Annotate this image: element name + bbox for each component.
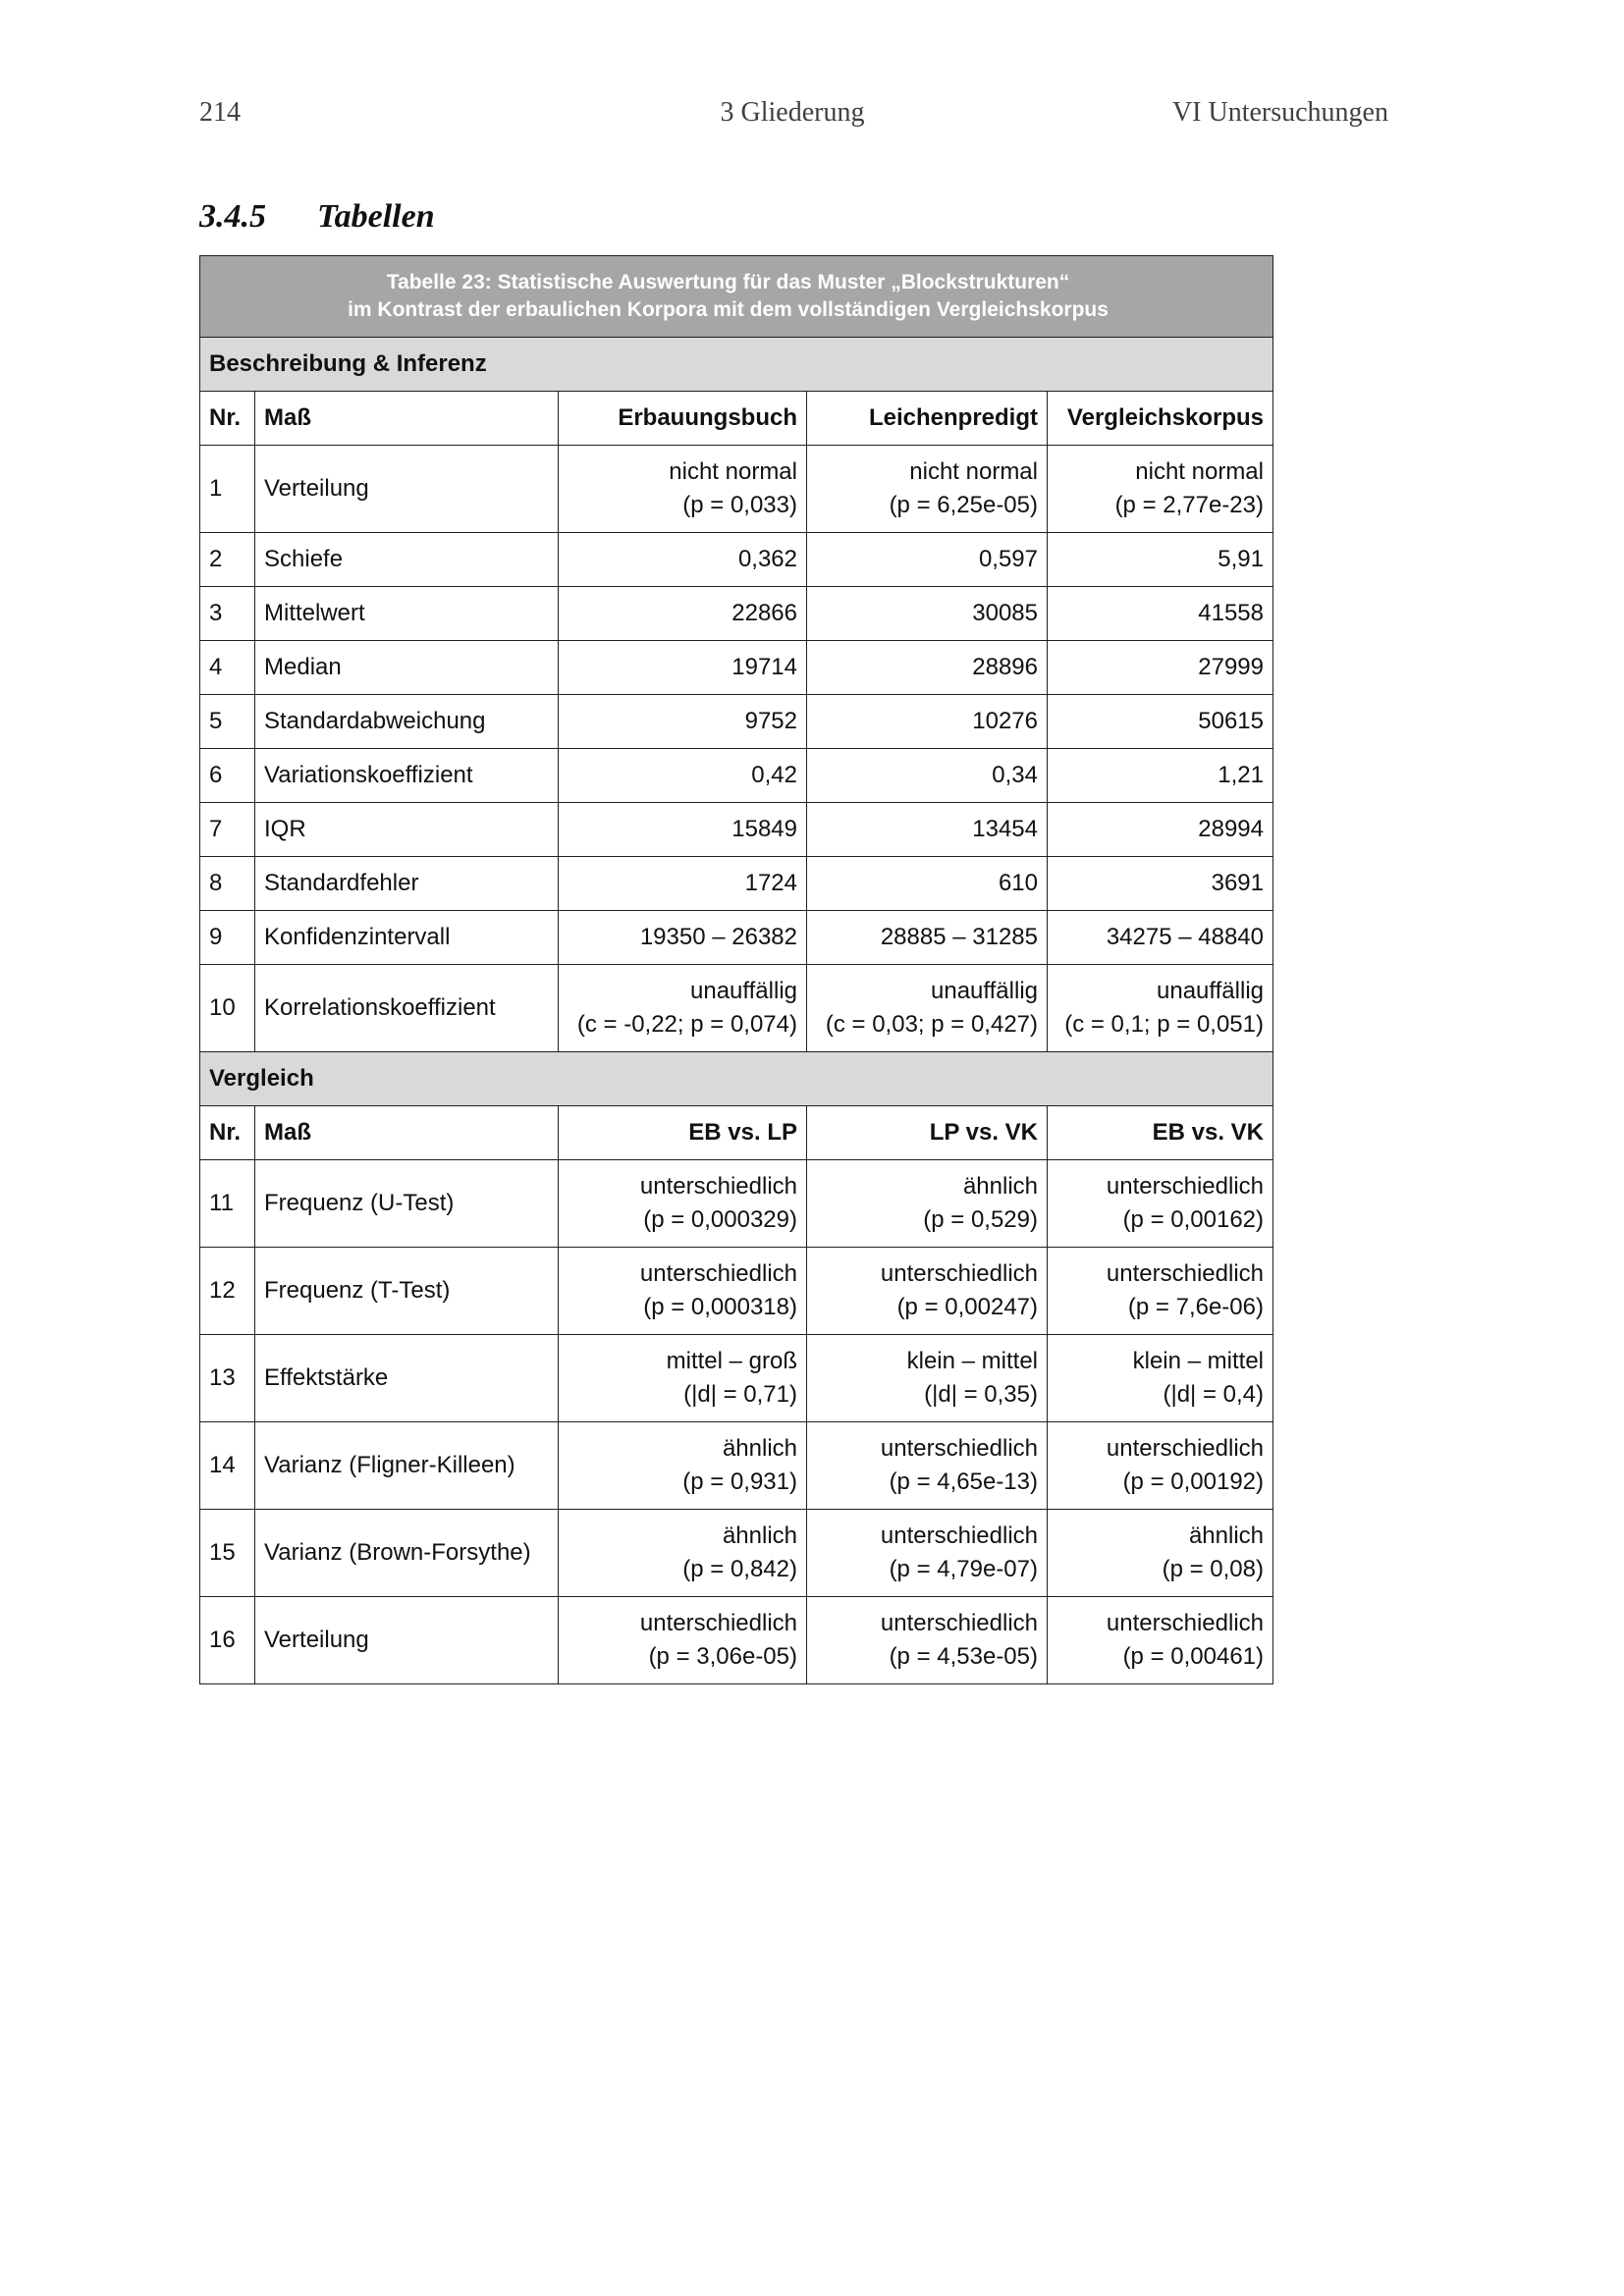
cell-eb-vs-vk <box>1048 1160 1273 1248</box>
value-line: ähnlich <box>722 1522 797 1549</box>
cell-nr: 16 <box>200 1597 255 1684</box>
value-line: ähnlich <box>962 1173 1038 1200</box>
value-line: (p = 7,6e-06) <box>1127 1294 1264 1320</box>
header-vergleichskorpus: Vergleichskorpus <box>1048 392 1273 446</box>
table-row <box>200 749 1273 803</box>
caption-line-2: im Kontrast der erbaulichen Korpora mit dem vollständigen Vergleichskorpus <box>348 298 1109 321</box>
cell-measure: Frequenz (T-Test) <box>255 1248 559 1335</box>
value-line: (p = 0,000318) <box>643 1294 797 1320</box>
table-row <box>200 533 1273 587</box>
header-nr: Nr. <box>200 1106 255 1160</box>
cell-nr: 10 <box>200 965 255 1052</box>
value-line: unterschiedlich <box>639 1173 797 1200</box>
cell-measure: Verteilung <box>255 446 559 533</box>
cell-lp-vs-vk <box>807 1335 1048 1422</box>
table-row <box>200 1248 1273 1335</box>
table-caption-row <box>200 256 1273 338</box>
table-row <box>200 587 1273 641</box>
cell-nr: 15 <box>200 1510 255 1597</box>
value-line: (p = 0,00192) <box>1122 1468 1264 1495</box>
cell-vergleichskorpus <box>1048 446 1273 533</box>
section-title-cell: Beschreibung & Inferenz <box>200 338 1273 392</box>
section-row-comparison <box>200 1052 1273 1106</box>
header-row <box>200 1106 1273 1160</box>
cell-erbauungsbuch: 1724 <box>559 857 807 911</box>
header-leichenpredigt: Leichenpredigt <box>807 392 1048 446</box>
table-row <box>200 911 1273 965</box>
cell-erbauungsbuch: 22866 <box>559 587 807 641</box>
cell-erbauungsbuch <box>559 446 807 533</box>
value-line: unterschiedlich <box>639 1610 797 1636</box>
cell-vergleichskorpus: 28994 <box>1048 803 1273 857</box>
cell-measure: Konfidenzintervall <box>255 911 559 965</box>
table-row <box>200 803 1273 857</box>
cell-erbauungsbuch: 9752 <box>559 695 807 749</box>
table-row <box>200 1510 1273 1597</box>
value-line: (|d| = 0,71) <box>683 1381 797 1408</box>
value-line: (p = 0,00247) <box>896 1294 1038 1320</box>
cell-nr: 2 <box>200 533 255 587</box>
cell-nr: 9 <box>200 911 255 965</box>
value-line: unterschiedlich <box>880 1610 1038 1636</box>
table-row <box>200 1335 1273 1422</box>
table-caption <box>200 256 1273 338</box>
cell-erbauungsbuch: 15849 <box>559 803 807 857</box>
cell-nr: 1 <box>200 446 255 533</box>
cell-vergleichskorpus: 41558 <box>1048 587 1273 641</box>
cell-nr: 3 <box>200 587 255 641</box>
cell-measure: IQR <box>255 803 559 857</box>
value-line: (c = 0,03; p = 0,427) <box>825 1011 1038 1038</box>
cell-leichenpredigt: 30085 <box>807 587 1048 641</box>
cell-leichenpredigt: 28896 <box>807 641 1048 695</box>
header-measure: Maß <box>255 392 559 446</box>
caption-line-1: Tabelle 23: Statistische Auswertung für das Muster „Blockstrukturen“ <box>386 271 1070 294</box>
cell-erbauungsbuch <box>559 965 807 1052</box>
cell-eb-vs-lp <box>559 1160 807 1248</box>
cell-measure: Median <box>255 641 559 695</box>
value-line: nicht normal <box>669 458 797 485</box>
cell-vergleichskorpus: 1,21 <box>1048 749 1273 803</box>
value-line: ähnlich <box>722 1435 797 1462</box>
cell-nr: 12 <box>200 1248 255 1335</box>
running-head-chapter: 3 Gliederung <box>720 97 865 128</box>
cell-nr: 8 <box>200 857 255 911</box>
cell-eb-vs-vk <box>1048 1248 1273 1335</box>
cell-measure: Varianz (Fligner-Killeen) <box>255 1422 559 1510</box>
cell-eb-vs-lp <box>559 1597 807 1684</box>
cell-measure: Variationskoeffizient <box>255 749 559 803</box>
cell-eb-vs-lp <box>559 1335 807 1422</box>
value-line: unterschiedlich <box>1106 1435 1264 1462</box>
cell-nr: 11 <box>200 1160 255 1248</box>
table-row <box>200 1597 1273 1684</box>
value-line: (p = 0,08) <box>1162 1556 1264 1582</box>
value-line: ähnlich <box>1188 1522 1264 1549</box>
cell-leichenpredigt: 10276 <box>807 695 1048 749</box>
cell-vergleichskorpus: 3691 <box>1048 857 1273 911</box>
cell-leichenpredigt: 13454 <box>807 803 1048 857</box>
header-eb-vs-lp: EB vs. LP <box>559 1106 807 1160</box>
value-line: (p = 4,79e-07) <box>889 1556 1038 1582</box>
value-line: (c = 0,1; p = 0,051) <box>1064 1011 1264 1038</box>
cell-lp-vs-vk <box>807 1510 1048 1597</box>
cell-vergleichskorpus: 5,91 <box>1048 533 1273 587</box>
page-number: 214 <box>199 97 241 128</box>
table-row <box>200 1422 1273 1510</box>
cell-nr: 14 <box>200 1422 255 1510</box>
section-row-description <box>200 338 1273 392</box>
value-line: (p = 4,65e-13) <box>889 1468 1038 1495</box>
cell-erbauungsbuch: 19350 – 26382 <box>559 911 807 965</box>
value-line: (p = 0,00162) <box>1122 1206 1264 1233</box>
cell-nr: 5 <box>200 695 255 749</box>
value-line: mittel – groß <box>666 1348 797 1374</box>
cell-vergleichskorpus <box>1048 965 1273 1052</box>
value-line: unterschiedlich <box>880 1260 1038 1287</box>
value-line: (p = 0,00461) <box>1122 1643 1264 1670</box>
header-lp-vs-vk: LP vs. VK <box>807 1106 1048 1160</box>
value-line: unterschiedlich <box>639 1260 797 1287</box>
cell-eb-vs-vk <box>1048 1597 1273 1684</box>
cell-lp-vs-vk <box>807 1597 1048 1684</box>
header-erbauungsbuch: Erbauungsbuch <box>559 392 807 446</box>
cell-measure: Standardfehler <box>255 857 559 911</box>
cell-measure: Standardabweichung <box>255 695 559 749</box>
cell-eb-vs-lp <box>559 1422 807 1510</box>
header-row <box>200 392 1273 446</box>
value-line: nicht normal <box>909 458 1038 485</box>
value-line: (p = 0,529) <box>923 1206 1038 1233</box>
value-line: (p = 0,931) <box>682 1468 797 1495</box>
cell-lp-vs-vk <box>807 1422 1048 1510</box>
value-line: unauffällig <box>931 978 1038 1004</box>
table-row <box>200 446 1273 533</box>
cell-leichenpredigt: 28885 – 31285 <box>807 911 1048 965</box>
section-title: Tabellen <box>317 198 435 235</box>
cell-eb-vs-lp <box>559 1248 807 1335</box>
cell-leichenpredigt <box>807 965 1048 1052</box>
value-line: unauffällig <box>690 978 797 1004</box>
cell-leichenpredigt: 0,34 <box>807 749 1048 803</box>
cell-erbauungsbuch: 0,42 <box>559 749 807 803</box>
value-line: (p = 0,033) <box>682 492 797 518</box>
cell-leichenpredigt: 0,597 <box>807 533 1048 587</box>
table-row <box>200 641 1273 695</box>
value-line: (|d| = 0,4) <box>1163 1381 1264 1408</box>
header-nr: Nr. <box>200 392 255 446</box>
value-line: unterschiedlich <box>880 1435 1038 1462</box>
table-row <box>200 695 1273 749</box>
cell-measure: Verteilung <box>255 1597 559 1684</box>
value-line: (p = 6,25e-05) <box>889 492 1038 518</box>
value-line: (p = 2,77e-23) <box>1114 492 1264 518</box>
cell-measure: Schiefe <box>255 533 559 587</box>
cell-erbauungsbuch: 0,362 <box>559 533 807 587</box>
value-line: unterschiedlich <box>1106 1173 1264 1200</box>
section-title-cell: Vergleich <box>200 1052 1273 1106</box>
cell-vergleichskorpus: 27999 <box>1048 641 1273 695</box>
cell-nr: 6 <box>200 749 255 803</box>
value-line: unauffällig <box>1157 978 1264 1004</box>
header-eb-vs-vk: EB vs. VK <box>1048 1106 1273 1160</box>
value-line: (p = 4,53e-05) <box>889 1643 1038 1670</box>
cell-lp-vs-vk <box>807 1160 1048 1248</box>
cell-lp-vs-vk <box>807 1248 1048 1335</box>
cell-nr: 13 <box>200 1335 255 1422</box>
value-line: nicht normal <box>1135 458 1264 485</box>
value-line: unterschiedlich <box>1106 1610 1264 1636</box>
cell-eb-vs-vk <box>1048 1422 1273 1510</box>
cell-measure: Effektstärke <box>255 1335 559 1422</box>
value-line: klein – mittel <box>906 1348 1038 1374</box>
cell-eb-vs-vk <box>1048 1510 1273 1597</box>
cell-nr: 4 <box>200 641 255 695</box>
cell-leichenpredigt: 610 <box>807 857 1048 911</box>
cell-measure: Mittelwert <box>255 587 559 641</box>
cell-leichenpredigt <box>807 446 1048 533</box>
value-line: unterschiedlich <box>880 1522 1038 1549</box>
cell-eb-vs-lp <box>559 1510 807 1597</box>
value-line: (p = 0,000329) <box>643 1206 797 1233</box>
cell-eb-vs-vk <box>1048 1335 1273 1422</box>
value-line: (c = -0,22; p = 0,074) <box>576 1011 797 1038</box>
cell-measure: Varianz (Brown-Forsythe) <box>255 1510 559 1597</box>
value-line: unterschiedlich <box>1106 1260 1264 1287</box>
value-line: (|d| = 0,35) <box>924 1381 1038 1408</box>
value-line: (p = 3,06e-05) <box>648 1643 797 1670</box>
table-row <box>200 857 1273 911</box>
header-measure: Maß <box>255 1106 559 1160</box>
table-row <box>200 1160 1273 1248</box>
cell-nr: 7 <box>200 803 255 857</box>
value-line: (p = 0,842) <box>682 1556 797 1582</box>
statistics-table <box>199 255 1273 1684</box>
cell-measure: Frequenz (U-Test) <box>255 1160 559 1248</box>
value-line: klein – mittel <box>1132 1348 1264 1374</box>
cell-vergleichskorpus: 50615 <box>1048 695 1273 749</box>
cell-measure: Korrelationskoeffizient <box>255 965 559 1052</box>
running-head-part: VI Untersuchungen <box>1171 97 1388 128</box>
cell-erbauungsbuch: 19714 <box>559 641 807 695</box>
table-row <box>200 965 1273 1052</box>
cell-vergleichskorpus: 34275 – 48840 <box>1048 911 1273 965</box>
section-number: 3.4.5 <box>199 198 266 235</box>
